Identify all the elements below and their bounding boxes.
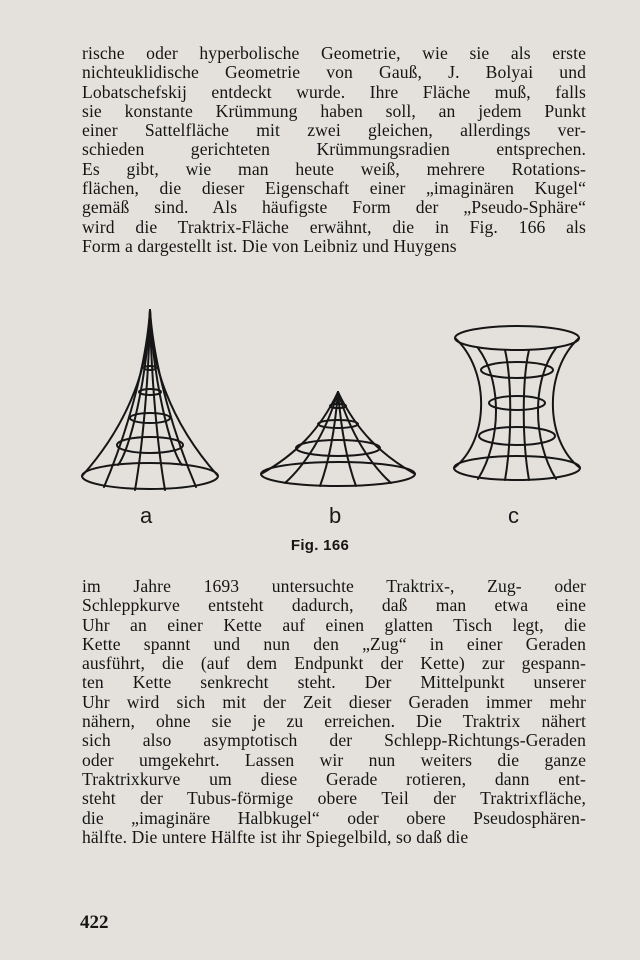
text-line: schieden gerichteten Krümmungsradien entsprechen. [82, 139, 586, 160]
conical-figure-b [261, 392, 415, 486]
text-line: Uhr an einer Kette auf einen glatten Tisch legt, die [82, 614, 586, 635]
text-line: rische oder hyperbolische Geometrie, wie sie als erste [82, 43, 586, 63]
text-line: flächen, die dieser Eigenschaft einer „imaginären Kugel“ [82, 178, 586, 199]
text-line: sie konstante Krümmung haben soll, an jedem Punkt [82, 100, 586, 121]
figure-label-b: b [329, 503, 342, 528]
page-number: 422 [80, 912, 109, 933]
text-line: sich also asymptotisch der Schlepp-Richtungs-Geraden [82, 730, 586, 751]
text-line: im Jahre 1693 untersuchte Traktrix-, Zug- oder [82, 576, 586, 596]
text-line: Lobatschefskij entdeckt wurde. Ihre Fläche muß, falls [82, 81, 586, 102]
text-line: oder umgekehrt. Lassen wir nun weiters die ganze [82, 749, 586, 770]
text-line: Uhr wird sich mit der Zeit dieser Geraden immer mehr [82, 691, 586, 712]
text-line: Form a dargestellt ist. Die von Leibniz und Huygens [82, 235, 457, 256]
text-line: wird die Traktrix-Fläche erwähnt, die in Fig. 166 als [82, 216, 586, 237]
text-line: Es gibt, wie man heute weiß, mehrere Rotations- [82, 158, 586, 179]
text-line: Traktrixkurve um diese Gerade rotieren, dann ent- [82, 768, 586, 789]
paragraph-bottom [82, 577, 586, 847]
figure-label-a: a [140, 503, 153, 528]
paragraph-top [82, 44, 586, 256]
pseudosphere-figure-a [82, 310, 218, 490]
text-line: ausführt, die (auf dem Endpunkt der Kette) zur gespann- [82, 653, 586, 674]
fig-166-surfaces [0, 300, 640, 570]
text-line: die „imaginäre Halbkugel“ oder obere Pseudosphären- [82, 807, 586, 828]
text-line: ten Kette senkrecht steht. Der Mittelpunkt unserer [82, 672, 586, 693]
text-line: gemäß sind. Als häufigste Form der „Pseudo-Sphäre“ [82, 197, 586, 218]
figure-label-c: c [508, 503, 519, 528]
text-line: Kette spannt und nun den „Zug“ in einer Geraden [82, 633, 586, 654]
text-line: nähern, ohne sie je zu erreichen. Die Traktrix nähert [82, 711, 586, 732]
text-line: nichteuklidische Geometrie von Gauß, J. Bolyai und [82, 62, 586, 83]
text-line: hälfte. Die untere Hälfte ist ihr Spiegelbild, so daß die [82, 826, 469, 847]
figure-caption: Fig. 166 [290, 537, 350, 554]
tubular-figure-c [454, 326, 580, 480]
text-line: steht der Tubus-förmige obere Teil der Traktrixfläche, [82, 788, 586, 809]
text-line: einer Sattelfläche mit zwei gleichen, allerdings ver- [82, 120, 586, 141]
text-line: Schleppkurve entsteht dadurch, daß man etwa eine [82, 595, 586, 616]
